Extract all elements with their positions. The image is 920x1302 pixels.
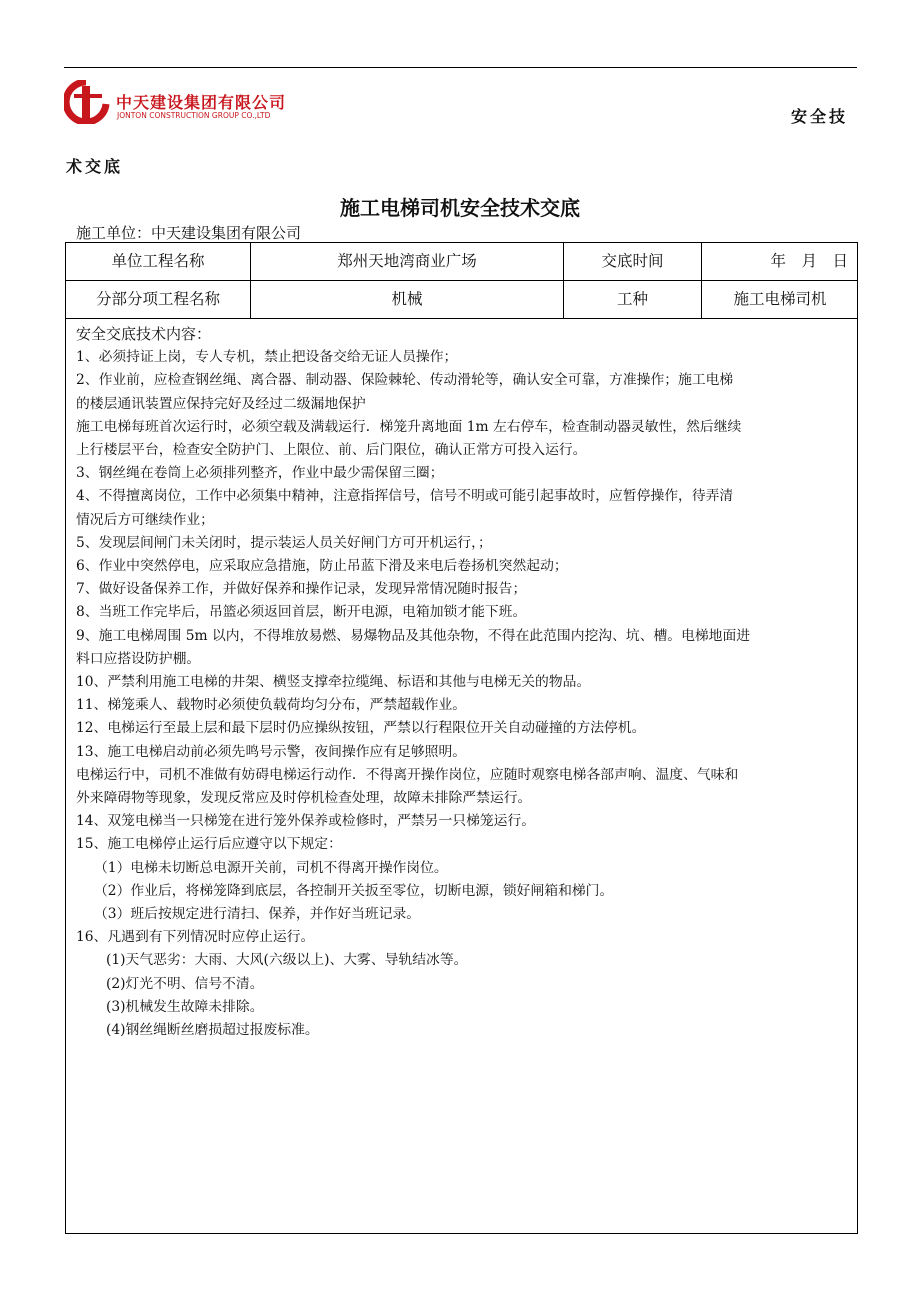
content-line: 4、不得擅离岗位，工作中必须集中精神，注意指挥信号，信号不明或可能引起事故时，应暂停操作，待弄清 <box>76 488 734 505</box>
content-line: 14、双笼电梯当一只梯笼在进行笼外保养或检修时，严禁另一只梯笼运行。 <box>76 813 536 830</box>
unit-project-label: 单位工程名称 <box>111 252 205 270</box>
content-subitem: （1）电梯未切断总电源开关前，司机不得离开操作岗位。 <box>94 859 448 876</box>
content-line: 8、当班工作完毕后，吊篮必须返回首层，断开电源，电箱加锁才能下班。 <box>76 604 527 621</box>
content-subitem: (2)灯光不明、信号不清。 <box>106 975 264 992</box>
unit-project-value: 郑州天地湾商业广场 <box>337 252 477 270</box>
job-type-value: 施工电梯司机 <box>733 290 827 308</box>
content-line: 15、施工电梯停止运行后应遵守以下规定： <box>76 836 342 853</box>
content-subitem: （3）班后按规定进行清扫、保养，并作好当班记录。 <box>94 906 421 923</box>
content-subitem: （2）作业后，将梯笼降到底层，各控制开关扳至零位，切断电源，锁好闸箱和梯门。 <box>94 882 614 899</box>
row-divider <box>66 280 857 281</box>
sub-project-value: 机械 <box>391 290 423 308</box>
content-line: 料口应搭设防护棚。 <box>76 650 201 667</box>
content-subitem: (1)天气恶劣：大雨、大风(六级以上)、大雾、导轨结冰等。 <box>106 952 468 969</box>
disclosure-table <box>65 242 858 1234</box>
content-line: 外来障碍物等现象，发现反常应及时停机检查处理，故障未排除严禁运行。 <box>76 790 532 807</box>
content-line: 情况后方可继续作业； <box>76 511 214 528</box>
logo-chinese-name: 中天建设集团有限公司 <box>116 93 287 112</box>
content-line: 16、凡遇到有下列情况时应停止运行。 <box>76 929 315 946</box>
content-line: 上行楼层平台，检查安全防护门、上限位、前、后门限位，确认正常方可投入运行。 <box>76 442 587 459</box>
content-line: 6、作业中突然停电，应采取应急措施，防止吊蓝下滑及来电后卷扬机突然起动； <box>76 558 568 575</box>
content-line: 7、做好设备保养工作，并做好保养和操作记录，发现异常情况随时报告； <box>76 581 527 598</box>
document-title: 施工电梯司机安全技术交底 <box>340 196 580 220</box>
content-line: 12、电梯运行至最上层和最下层时仍应操纵按钮，严禁以行程限位开关自动碰撞的方法停机。 <box>76 720 646 737</box>
logo-english-name: JONTON CONSTRUCTION GROUP CO.,LTD <box>117 111 271 120</box>
content-line: 5、发现层间闸门未关闭时，提示装运人员关好闸门方可开机运行，； <box>76 534 492 551</box>
company-logo <box>64 80 314 124</box>
company-logo-icon <box>64 80 110 124</box>
content-line: 11、梯笼乘人、载物时必须使负载荷均匀分布，严禁超载作业。 <box>76 697 467 714</box>
content-line: 2、作业前，应检查钢丝绳、离合器、制动器、保险棘轮、传动滑轮等，确认安全可靠，方准操作；施工电梯 <box>76 372 734 389</box>
content-line: 10、严禁利用施工电梯的井架、横竖支撑牵拉缆绳、标语和其他与电梯无关的物品。 <box>76 674 591 691</box>
content-subitem: (4)钢丝绳断丝磨损超过报废标准。 <box>106 1022 319 1039</box>
disclosure-time-value: 年 月 日 <box>770 252 848 270</box>
content-line: 电梯运行中，司机不准做有妨碍电梯运行动作．不得离开操作岗位，应随时观察电梯各部声响、温度、气味和 <box>76 766 739 783</box>
content-line: 3、钢丝绳在卷筒上必须排列整齐，作业中最少需保留三圈； <box>76 465 444 482</box>
header-label-right: 安全技 <box>791 107 849 126</box>
safety-content <box>76 323 851 1042</box>
content-line: 13、施工电梯启动前必须先鸣号示警，夜间操作应有足够照明。 <box>76 743 467 760</box>
construction-unit: 施工单位：中天建设集团有限公司 <box>76 224 302 242</box>
header-rule <box>64 67 857 68</box>
content-heading: 安全交底技术内容： <box>76 325 212 343</box>
content-line: 的楼层通讯装置应保持完好及经过二级漏地保护 <box>76 395 366 412</box>
content-line: 施工电梯每班首次运行时，必须空载及满载运行．梯笼升离地面 1m 左右停车，检查制动器灵敏性，然后继续 <box>76 418 742 435</box>
sub-project-label: 分部分项工程名称 <box>95 290 220 308</box>
row-divider <box>66 318 857 319</box>
job-type-label: 工种 <box>616 290 648 308</box>
disclosure-time-label: 交底时间 <box>601 252 664 270</box>
header-label-left: 术交底 <box>66 157 124 176</box>
content-line: 9、施工电梯周围 5m 以内，不得堆放易燃、易爆物品及其他杂物，不得在此范围内挖沟、坑、槽。电梯地面进 <box>76 627 751 644</box>
content-line: 1、必须持证上岗，专人专机，禁止把设备交给无证人员操作； <box>76 349 458 366</box>
content-subitem: (3)机械发生故障未排除。 <box>106 998 264 1015</box>
